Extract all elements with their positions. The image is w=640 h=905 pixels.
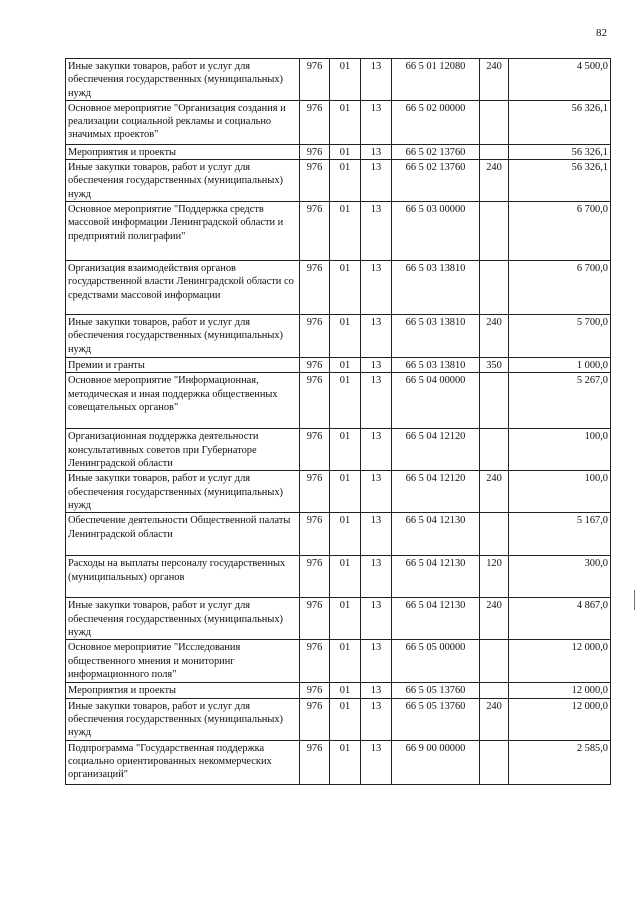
row-grbs-cell: 976 (300, 471, 330, 513)
row-csr-cell: 66 5 03 13810 (392, 358, 480, 373)
row-csr-cell: 66 5 02 00000 (392, 100, 480, 144)
row-sum-cell: 2 585,0 (509, 740, 611, 784)
row-csr-cell: 66 5 04 12120 (392, 471, 480, 513)
row-sum-cell: 6 700,0 (509, 261, 611, 315)
row-pr-cell: 13 (361, 160, 392, 202)
row-sum-cell: 5 267,0 (509, 373, 611, 429)
row-vr-cell (480, 144, 509, 159)
row-vr-cell: 240 (480, 471, 509, 513)
row-pr-cell: 13 (361, 698, 392, 740)
row-grbs-cell: 976 (300, 556, 330, 598)
row-name-cell: Иные закупки товаров, работ и услуг для обеспечения государственных (муниципальных) нужд (66, 315, 300, 358)
table-row (66, 513, 611, 556)
row-rz-cell: 01 (330, 59, 361, 101)
row-sum-cell: 5 700,0 (509, 315, 611, 358)
row-csr-cell: 66 9 00 00000 (392, 740, 480, 784)
row-name-cell: Мероприятия и проекты (66, 144, 300, 159)
row-grbs-cell: 976 (300, 202, 330, 261)
row-pr-cell: 13 (361, 683, 392, 698)
table-row (66, 698, 611, 740)
row-sum-cell: 100,0 (509, 429, 611, 471)
row-grbs-cell: 976 (300, 315, 330, 358)
table-row (66, 683, 611, 698)
table-row (66, 315, 611, 358)
row-vr-cell: 350 (480, 358, 509, 373)
table-row (66, 640, 611, 683)
row-csr-cell: 66 5 01 12080 (392, 59, 480, 101)
row-name-cell: Иные закупки товаров, работ и услуг для обеспечения государственных (муниципальных) нужд (66, 698, 300, 740)
row-vr-cell (480, 373, 509, 429)
row-rz-cell: 01 (330, 640, 361, 683)
row-name-cell: Обеспечение деятельности Общественной палаты Ленинградской области (66, 513, 300, 556)
table-row (66, 373, 611, 429)
table-row (66, 59, 611, 101)
row-csr-cell: 66 5 05 13760 (392, 698, 480, 740)
table-row (66, 556, 611, 598)
row-csr-cell: 66 5 04 12120 (392, 429, 480, 471)
row-grbs-cell: 976 (300, 358, 330, 373)
table-row (66, 429, 611, 471)
row-sum-cell: 12 000,0 (509, 698, 611, 740)
row-grbs-cell: 976 (300, 513, 330, 556)
row-grbs-cell: 976 (300, 683, 330, 698)
row-pr-cell: 13 (361, 740, 392, 784)
row-csr-cell: 66 5 04 12130 (392, 556, 480, 598)
row-name-cell: Иные закупки товаров, работ и услуг для обеспечения государственных (муниципальных) нужд (66, 471, 300, 513)
row-vr-cell (480, 740, 509, 784)
row-rz-cell: 01 (330, 698, 361, 740)
row-grbs-cell: 976 (300, 598, 330, 640)
row-name-cell: Подпрограмма "Государственная поддержка социально ориентированных некоммерческих организаций" (66, 740, 300, 784)
row-vr-cell (480, 513, 509, 556)
row-rz-cell: 01 (330, 261, 361, 315)
budget-table (65, 58, 611, 785)
row-csr-cell: 66 5 04 00000 (392, 373, 480, 429)
row-sum-cell: 56 326,1 (509, 160, 611, 202)
row-sum-cell: 4 500,0 (509, 59, 611, 101)
row-sum-cell: 4 867,0 (509, 598, 611, 640)
row-grbs-cell: 976 (300, 698, 330, 740)
row-sum-cell: 56 326,1 (509, 144, 611, 159)
row-name-cell: Основное мероприятие "Исследования общественного мнения и мониторинг информационного поля" (66, 640, 300, 683)
row-rz-cell: 01 (330, 556, 361, 598)
row-csr-cell: 66 5 02 13760 (392, 160, 480, 202)
row-rz-cell: 01 (330, 471, 361, 513)
row-pr-cell: 13 (361, 261, 392, 315)
row-vr-cell (480, 202, 509, 261)
row-csr-cell: 66 5 05 00000 (392, 640, 480, 683)
table-row (66, 740, 611, 784)
row-vr-cell (480, 100, 509, 144)
row-rz-cell: 01 (330, 683, 361, 698)
row-csr-cell: 66 5 02 13760 (392, 144, 480, 159)
row-pr-cell: 13 (361, 373, 392, 429)
row-pr-cell: 13 (361, 144, 392, 159)
row-pr-cell: 13 (361, 471, 392, 513)
row-grbs-cell: 976 (300, 373, 330, 429)
row-rz-cell: 01 (330, 373, 361, 429)
row-pr-cell: 13 (361, 358, 392, 373)
row-rz-cell: 01 (330, 202, 361, 261)
row-csr-cell: 66 5 03 13810 (392, 261, 480, 315)
table-row (66, 598, 611, 640)
row-pr-cell: 13 (361, 429, 392, 471)
row-sum-cell: 100,0 (509, 471, 611, 513)
row-grbs-cell: 976 (300, 59, 330, 101)
row-rz-cell: 01 (330, 429, 361, 471)
table-row (66, 202, 611, 261)
row-name-cell: Организационная поддержка деятельности консультативных советов при Губернаторе Ленинградской области (66, 429, 300, 471)
row-csr-cell: 66 5 03 00000 (392, 202, 480, 261)
row-rz-cell: 01 (330, 315, 361, 358)
row-sum-cell: 12 000,0 (509, 640, 611, 683)
row-name-cell: Основное мероприятие "Поддержка средств массовой информации Ленинградской области и предприятий полиграфии" (66, 202, 300, 261)
row-name-cell: Премии и гранты (66, 358, 300, 373)
row-csr-cell: 66 5 03 13810 (392, 315, 480, 358)
row-sum-cell: 300,0 (509, 556, 611, 598)
row-vr-cell (480, 429, 509, 471)
row-name-cell: Организация взаимодействия органов государственной власти Ленинградской области со средствами массовой информации (66, 261, 300, 315)
row-grbs-cell: 976 (300, 100, 330, 144)
table-row (66, 160, 611, 202)
row-csr-cell: 66 5 05 13760 (392, 683, 480, 698)
row-sum-cell: 56 326,1 (509, 100, 611, 144)
row-csr-cell: 66 5 04 12130 (392, 598, 480, 640)
row-grbs-cell: 976 (300, 740, 330, 784)
table-row (66, 261, 611, 315)
row-vr-cell: 240 (480, 698, 509, 740)
table-row (66, 471, 611, 513)
row-grbs-cell: 976 (300, 429, 330, 471)
row-name-cell: Иные закупки товаров, работ и услуг для обеспечения государственных (муниципальных) нужд (66, 598, 300, 640)
row-pr-cell: 13 (361, 315, 392, 358)
row-vr-cell: 240 (480, 315, 509, 358)
row-vr-cell: 240 (480, 598, 509, 640)
row-name-cell: Основное мероприятие "Информационная, методическая и иная поддержка общественных совещательных органов" (66, 373, 300, 429)
row-rz-cell: 01 (330, 358, 361, 373)
row-vr-cell (480, 640, 509, 683)
row-name-cell: Иные закупки товаров, работ и услуг для обеспечения государственных (муниципальных) нужд (66, 59, 300, 101)
row-name-cell: Основное мероприятие "Организация создания и реализации социальной рекламы и социально значимых проектов" (66, 100, 300, 144)
row-csr-cell: 66 5 04 12130 (392, 513, 480, 556)
row-vr-cell (480, 261, 509, 315)
scan-edge-mark (634, 590, 635, 610)
row-sum-cell: 6 700,0 (509, 202, 611, 261)
row-grbs-cell: 976 (300, 640, 330, 683)
row-sum-cell: 12 000,0 (509, 683, 611, 698)
row-vr-cell: 240 (480, 59, 509, 101)
row-rz-cell: 01 (330, 160, 361, 202)
row-vr-cell: 120 (480, 556, 509, 598)
row-sum-cell: 1 000,0 (509, 358, 611, 373)
table-row (66, 144, 611, 159)
row-rz-cell: 01 (330, 100, 361, 144)
row-grbs-cell: 976 (300, 261, 330, 315)
page-number: 82 (596, 27, 607, 39)
row-pr-cell: 13 (361, 598, 392, 640)
table-row (66, 358, 611, 373)
row-name-cell: Мероприятия и проекты (66, 683, 300, 698)
row-name-cell: Расходы на выплаты персоналу государственных (муниципальных) органов (66, 556, 300, 598)
row-pr-cell: 13 (361, 513, 392, 556)
row-rz-cell: 01 (330, 144, 361, 159)
row-rz-cell: 01 (330, 513, 361, 556)
row-sum-cell: 5 167,0 (509, 513, 611, 556)
row-pr-cell: 13 (361, 640, 392, 683)
row-grbs-cell: 976 (300, 144, 330, 159)
row-name-cell: Иные закупки товаров, работ и услуг для обеспечения государственных (муниципальных) нужд (66, 160, 300, 202)
row-vr-cell: 240 (480, 160, 509, 202)
row-pr-cell: 13 (361, 556, 392, 598)
row-pr-cell: 13 (361, 202, 392, 261)
row-rz-cell: 01 (330, 740, 361, 784)
table-row (66, 100, 611, 144)
row-vr-cell (480, 683, 509, 698)
row-pr-cell: 13 (361, 100, 392, 144)
row-rz-cell: 01 (330, 598, 361, 640)
row-pr-cell: 13 (361, 59, 392, 101)
row-grbs-cell: 976 (300, 160, 330, 202)
